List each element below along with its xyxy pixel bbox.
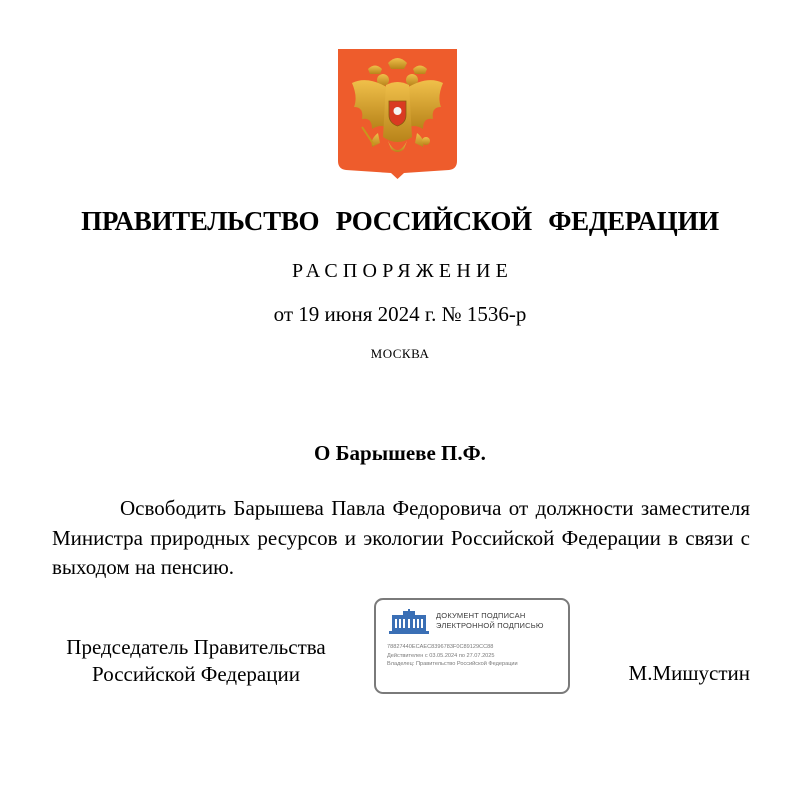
signer-position-line2: Российской Федерации — [92, 662, 300, 686]
document-body: Освободить Барышева Павла Федоровича от должности заместителя Министра природных ресурсов и экологии Российской Федерации в связи с выходом на пенсию. — [52, 496, 750, 579]
stamp-owner: Владелец: Правительство Российской Федерации — [387, 661, 518, 667]
document-subject: О Барышеве П.Ф. — [314, 441, 486, 465]
stamp-certificate: 78827440ECAEC8396783F0C89129CC88 — [387, 644, 494, 650]
document-type: РАСПОРЯЖЕНИЕ — [291, 260, 514, 282]
russian-coat-of-arms-icon — [338, 49, 457, 179]
document-date-number: от 19 июня 2024 г. № 1536-р — [273, 302, 527, 326]
document-city: МОСКВА — [370, 346, 430, 361]
government-building-icon — [388, 609, 430, 637]
stamp-title — [436, 611, 566, 631]
stamp-title-line1: ДОКУМЕНТ ПОДПИСАН — [436, 611, 526, 620]
electronic-signature-stamp — [374, 598, 570, 694]
signer-position — [56, 634, 336, 688]
stamp-title-line2: ЭЛЕКТРОННОЙ ПОДПИСЬЮ — [436, 621, 544, 630]
stamp-validity: Действителен с 03.05.2024 по 27.07.2025 — [387, 653, 495, 659]
signer-position-line1: Председатель Правительства — [66, 635, 326, 659]
government-title: ПРАВИТЕЛЬСТВО РОССИЙСКОЙ ФЕДЕРАЦИИ — [81, 206, 719, 236]
signer-name: М.Мишустин — [628, 661, 750, 685]
